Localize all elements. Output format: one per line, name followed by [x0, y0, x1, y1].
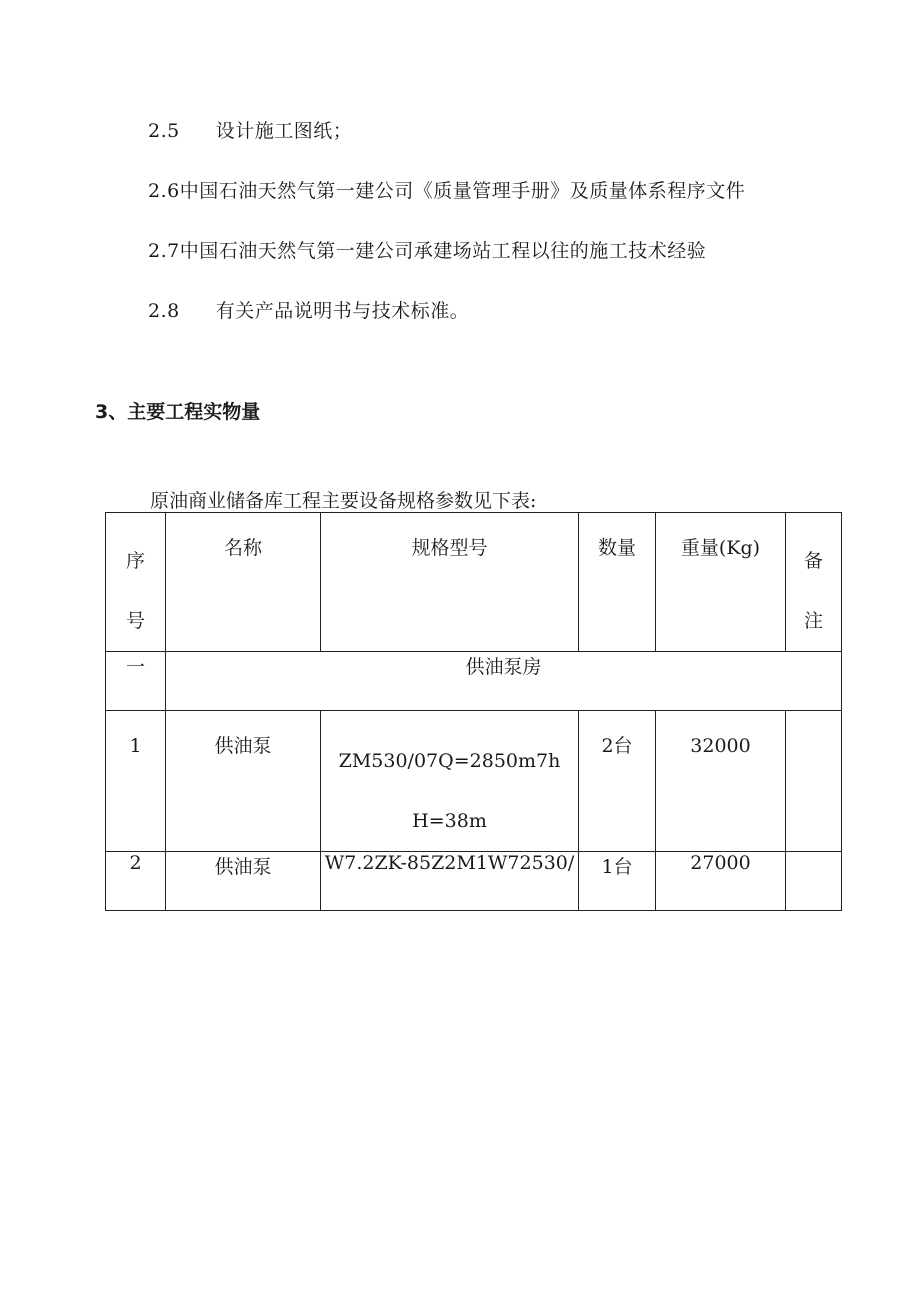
- basis-item-2-8: [148, 296, 469, 323]
- basis-number: 2.7: [148, 240, 180, 262]
- row-spec: W7.2ZK-85Z2M1W72530/: [321, 852, 579, 911]
- equipment-table: [105, 512, 842, 911]
- row-seq: 2: [106, 852, 166, 911]
- row-name: 供油泵: [166, 711, 321, 852]
- table-intro: 原油商业储备库工程主要设备规格参数见下表:: [150, 490, 537, 512]
- row-remark: [786, 711, 842, 852]
- table-header-row: [106, 513, 842, 652]
- header-qty: 数量: [579, 513, 656, 652]
- basis-item-2-7: [148, 236, 706, 263]
- basis-text: 中国石油天然气第一建公司承建场站工程以往的施工技术经验: [179, 240, 707, 262]
- basis-text: 有关产品说明书与技术标准。: [215, 300, 470, 322]
- row-weight: 27000: [656, 852, 786, 911]
- basis-text: 中国石油天然气第一建公司《质量管理手册》及质量体系程序文件: [179, 180, 746, 202]
- row-qty: 2台: [579, 711, 656, 852]
- basis-item-2-6: [148, 176, 745, 203]
- row-weight: 32000: [656, 711, 786, 852]
- header-weight: 重量(Kg): [656, 513, 786, 652]
- basis-number: 2.5: [148, 120, 180, 142]
- header-seq: 序 号: [106, 513, 166, 652]
- header-name: 名称: [166, 513, 321, 652]
- basis-text: 设计施工图纸；: [215, 120, 353, 142]
- header-remark: 备 注: [786, 513, 842, 652]
- basis-number: 2.8: [148, 300, 180, 322]
- section-heading: 3、主要工程实物量: [95, 401, 261, 423]
- row-seq: 1: [106, 711, 166, 852]
- table-section-row: [106, 652, 842, 711]
- section-title: 供油泵房: [166, 652, 842, 711]
- section-seq: 一: [106, 652, 166, 711]
- header-spec: 规格型号: [321, 513, 579, 652]
- row-name: 供油泵: [166, 852, 321, 911]
- table-row: [106, 711, 842, 852]
- row-remark: [786, 852, 842, 911]
- table-row: [106, 852, 842, 911]
- row-spec: ZM530/07Q=2850m7h H=38m: [321, 711, 579, 852]
- basis-item-2-5: [148, 116, 352, 143]
- row-qty: 1台: [579, 852, 656, 911]
- basis-number: 2.6: [148, 180, 180, 202]
